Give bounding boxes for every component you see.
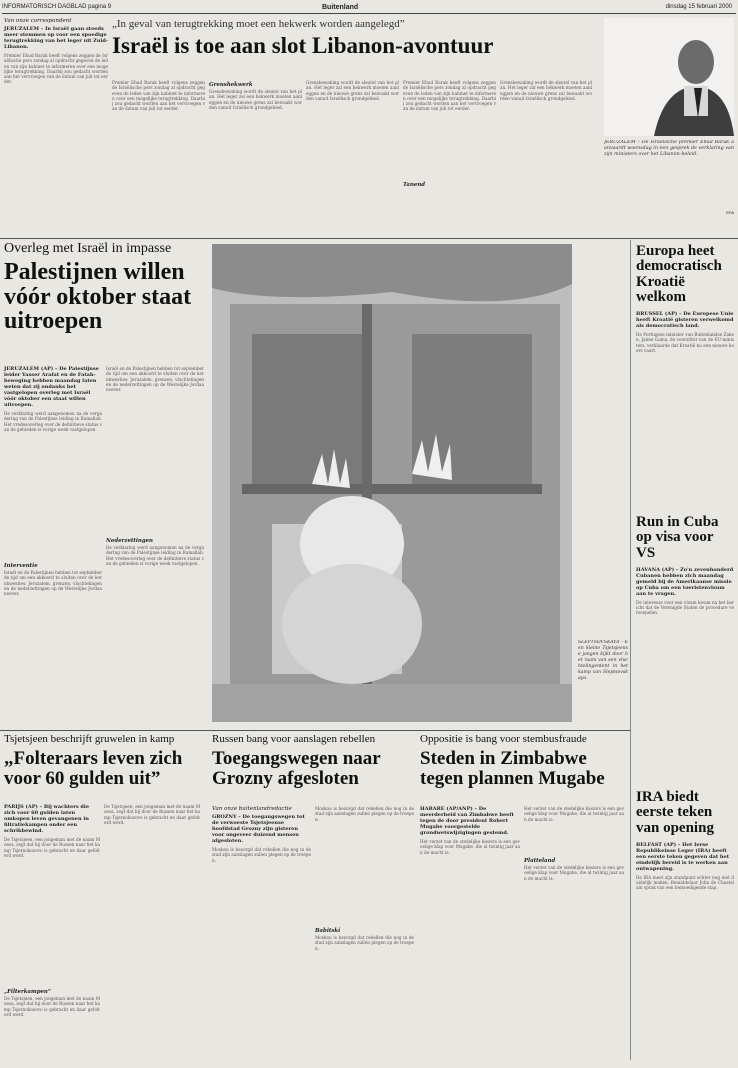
crosshead: Babitski [315, 928, 341, 934]
article-text: De Portugese minister van Buitenlandse Zaken, Jaime Gama, de voorzitter van de EU-ministers, verklaarde dat Kroatië nu een nieuwe koers vaart. [636, 332, 734, 354]
ira-article [636, 790, 734, 1060]
article-lede: BRUSSEL (AP) – De Europese Unie heeft Kroatië gisteren verwelkomd als democratisch land. [636, 311, 734, 330]
israel-article [4, 18, 600, 232]
article-lede: GROZNY – De toegangswegen tot de verwoeste Tsjetsjeense hoofdstad Grozny zijn gisteren voor ongeveer duizend mensen afgesloten. [212, 814, 305, 844]
section-title: Buitenland [322, 4, 359, 11]
article-text: Premier Ehud Barak heeft volgens zeggen de Israëlische pers zondag al opdracht gegeven de leden van zijn kabinet te informeren over een mogelijke terugtrekking. Daarbij zou gedacht worden aan het vervroegen van de datum van juli tot eerder. [403, 80, 496, 112]
article-lede: JERUZALEM – In Israël gaan steeds meer stemmen op voor een spoedige terugtrekking van het leger uit Zuid-Libanon. [4, 26, 108, 50]
divider [0, 730, 630, 731]
article-headline: IRA biedt eerste teken van opening [636, 789, 714, 836]
tsjetsjenie-article [4, 734, 204, 1064]
article-kicker: Overleg met Israël in impasse [4, 241, 172, 256]
article-text: De IRA meet zijn standpunt echter nog niet duidelijk maken. Bemiddelaar John de Chastelain sprak van een bemoedigende stap. [636, 874, 734, 891]
article-text: De interesse voor een visum kwam na het bericht dat de Verenigde Staten de procedure versoepelen. [636, 599, 734, 616]
article-text: De Tsjetsjeen, een jongeman met de naam Moesa, zegt dat hij door de Russen naar het kamp Tsjernokozovo is gebracht en daar gefolterd werd. [104, 804, 200, 825]
article-text: De verklaring werd aangenomen na de vergadering van de Palestijnse leiding in Ramallah. Het vredesoverleg over de definitieve status van de gebieden is vorige week vastgelopen. [106, 545, 204, 566]
article-headline: Run in Cuba op visa voor VS [636, 514, 719, 561]
article-text: Premier Ehud Barak heeft volgens zeggen de Israëlische pers zondag al opdracht gegeven de leden van zijn kabinet te informeren over een mogelijke terugtrekking. Daarbij zou gedacht worden aan het vervroegen van de datum van juli tot eerder. [112, 80, 205, 112]
article-text: De Tsjetsjeen, een jongeman met de naam Moesa, zegt dat hij door de Russen naar het kamp Tsjernokozovo is gebracht en daar gefolterd werd. [4, 837, 100, 858]
article-text: Grensbewaking wordt de sleutel van het plan. Het leger zal een hekwerk moeten aanleggen en de nieuwe grens zal bewaakt worden vanuit Israëlisch grondgebied. [209, 89, 302, 110]
article-lede: HAVANA (AP) – Zo'n zevenhonderd Cubanen hebben zich maandag gemeld bij de Amerikaanse missie op Cuba om een toeristenvisum aan te vragen. [636, 566, 734, 597]
article-text: Grensbewaking wordt de sleutel van het plan. Het leger zal een hekwerk moeten aanleggen en de nieuwe grens zal bewaakt worden vanuit Israëlisch grondgebied. [306, 80, 399, 101]
article-headline: Palestijnen willen vóór oktober staat uitroepen [4, 259, 192, 335]
article-headline: Israël is toe aan slot Libanon-avontuur [112, 33, 494, 58]
europa-article [636, 244, 734, 499]
article-headline: Steden in Zimbabwe tegen plannen Mugabe [420, 748, 605, 789]
photo-barak [604, 18, 734, 136]
article-text: De Tsjetsjeen, een jongeman met de naam Moesa, zegt dat hij door de Russen naar het kamp Tsjernokozovo is gebracht en daar gefolterd werd. [4, 996, 100, 1017]
crosshead: Platteland [524, 858, 556, 864]
article-text: Het verzet van de stedelijke kiezers is een gevoelige klap voor Mugabe, die al twintig jaar aan de macht is. [420, 839, 520, 855]
article-lede: PARIJS (AP) – Bij wachters die zich voor 60 gulden laten omkopen leven gevangenen in filtratiekampen onder een schrikbewind. [4, 804, 89, 834]
article-text: Moskou is bezorgd dat rebellen die nog in de stad zijn aanslagen zullen plegen op de troepen. [315, 935, 414, 951]
article-headline: „Folteraars leven zich voor 60 gulden uit” [4, 748, 183, 789]
photo-credit: EPA [726, 210, 734, 215]
crosshead: Grenshekwerk [209, 82, 253, 88]
article-text: Premier Ehud Barak heeft volgens zeggen de Israëlische pers zondag al opdracht gegeven de leden van zijn kabinet te informeren over een mogelijke terugtrekking. Daarbij zou gedacht worden aan het vervroegen van de datum van juli tot eerder. [4, 53, 108, 85]
crosshead: Interventie [4, 563, 38, 569]
article-lede: HARARE (AP/ANP) – De meerderheid van Zimbabwe heeft tegen de door president Robert Mugabe voorgestelde grondwetswijzigingen gestemd. [420, 806, 514, 836]
crosshead: Tanend [403, 182, 426, 188]
article-text: Israël en de Palestijnen hebben tot september de tijd om een akkoord te sluiten over de kernkwesties: Jeruzalem, grenzen, vluchtelingen en de nederzettingen op de Westelijke Jordaanoever. [4, 570, 102, 597]
article-kicker: Tsjetsjeen beschrijft gruwelen in kamp [4, 733, 175, 745]
photo-refugee-child [212, 244, 572, 722]
article-text: Israël en de Palestijnen hebben tot september de tijd om een akkoord te sluiten over de kernkwesties: Jeruzalem, grenzen, vluchtelingen en de nederzettingen op de Westelijke Jordaanoever. [106, 366, 204, 393]
article-text: Grensbewaking wordt de sleutel van het plan. Het leger zal een hekwerk moeten aanleggen en de nieuwe grens zal bewaakt worden vanuit Israëlisch grondgebied. [500, 80, 592, 101]
photo-caption: SLEPTSOVSKAYA – Een kleine Tsjetsjeense jongen kijkt door het raam van een vluchtelingentent in het kamp van Sleptsovskaya. [578, 640, 628, 681]
byline: Van onze correspondent [4, 18, 72, 24]
crosshead: „Filterkampen” [4, 989, 51, 995]
article-lede: BELFAST (AP) – Het Ierse Republikeinse Leger (IRA) heeft een eerste teken gegeven dat het eindelijk bereid is te werken aan ontwapening. [636, 841, 730, 872]
article-text: Moskou is bezorgd dat rebellen die nog in de stad zijn aanslagen zullen plegen op de troepen. [212, 847, 311, 863]
photo-barak-block [604, 18, 734, 230]
article-text: Het verzet van de stedelijke kiezers is een gevoelige klap voor Mugabe, die al twintig jaar aan de macht is. [524, 806, 624, 822]
article-text: Het verzet van de stedelijke kiezers is een gevoelige klap voor Mugabe, die al twintig jaar aan de macht is. [524, 865, 624, 881]
crosshead: Nederzettingen [106, 538, 153, 544]
newspaper-masthead: INFORMATORISCH DAGBLAD pagina 9 [2, 4, 112, 10]
grozny-article [212, 734, 418, 1064]
byline: Van onze buitenlandredactie [212, 806, 292, 812]
zimbabwe-article [420, 734, 628, 1064]
palestijnen-article [4, 242, 208, 722]
article-headline: Toegangswegen naar Grozny afgesloten [212, 748, 381, 789]
photo-caption-block [578, 640, 628, 730]
article-kicker: Oppositie is bang voor stembusfraude [420, 733, 587, 745]
divider [0, 238, 738, 239]
article-lede: JERUZALEM (AP) – De Palestijnse leider Yasser Arafat en de Fatah-beweging hebben maandag laten weten dat zij ondanks het vastgelopen overleg met Israël vóór oktober een staat willen uitroepen. [4, 366, 99, 408]
photo-caption: JERUZALEM – De Israëlische premier Ehud Barak aanvaardt woensdag in een gesprek de verklaring van zijn ministers over het Libanon-beleid. [604, 140, 734, 157]
page-header [2, 2, 736, 14]
column-rule [630, 240, 631, 1060]
article-headline: Europa heet democratisch Kroatië welkom [636, 243, 722, 305]
cuba-article [636, 515, 734, 775]
article-kicker: Russen bang voor aanslagen rebellen [212, 733, 376, 745]
date: dinsdag 15 februari 2000 [665, 4, 732, 10]
article-text: Moskou is bezorgd dat rebellen die nog in de stad zijn aanslagen zullen plegen op de troepen. [315, 806, 414, 822]
article-text: De verklaring werd aangenomen na de vergadering van de Palestijnse leiding in Ramallah. Het vredesoverleg over de definitieve status van de gebieden is vorige week vastgelopen. [4, 411, 102, 432]
article-kicker: „In geval van terugtrekking moet een hekwerk worden aangelegd” [112, 18, 405, 30]
